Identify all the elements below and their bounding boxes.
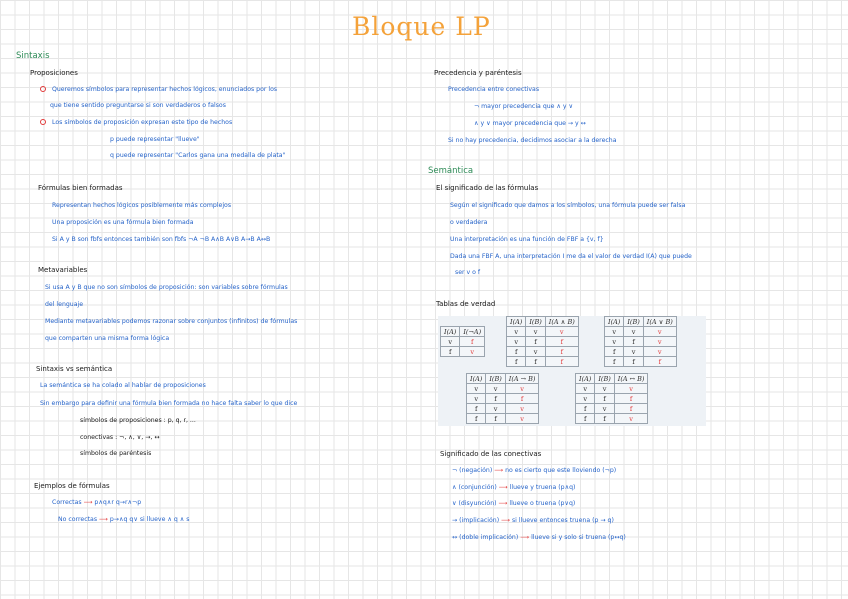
arrow-icon: ⟶: [501, 517, 510, 524]
text-line: La semántica se ha colado al hablar de proposiciones: [40, 382, 206, 389]
connective-line: ¬ (negación) ⟶ no es cierto que este lloviendo (¬p): [452, 467, 617, 474]
section-semantica: Semántica: [428, 166, 474, 176]
text-line: Representan hechos lógicos posiblemente más complejos: [52, 202, 232, 209]
text-line: Sin embargo para definir una fórmula bien formada no hace falta saber lo que dice: [40, 400, 298, 407]
heading-significado-conectivas: Significado de las conectivas: [440, 450, 542, 458]
bullet-icon: [40, 119, 46, 125]
text-line: Si no hay precedencia, decidimos asociar a la derecha: [448, 137, 617, 144]
heading-proposiciones: Proposiciones: [30, 69, 78, 77]
text-line: o verdadera: [450, 219, 488, 226]
bullet-icon: [40, 86, 46, 92]
connective-line: ∧ (conjunción) ⟶ llueve y truena (p∧q): [452, 484, 576, 491]
text-line: Una proposición es una fórmula bien formada: [52, 219, 194, 226]
arrow-icon: ⟶: [99, 516, 108, 523]
text-line: p puede representar "llueve": [110, 136, 200, 143]
text-line: Mediante metavariables podemos razonar sobre conjuntos (infinitos) de fórmulas: [45, 318, 298, 325]
text-line: ¬ mayor precedencia que ∧ y ∨: [474, 103, 574, 110]
example-incorrect: No correctas ⟶ p→∧q q∨ si llueve ∧ q ∧ s: [58, 516, 190, 523]
arrow-icon: ⟶: [494, 467, 504, 474]
example-correct: Correctas ⟶ p∧q∧r q→r∧¬p: [52, 499, 142, 506]
text-line: Precedencia entre conectivas: [448, 86, 540, 93]
bullet-line: Queremos símbolos para representar hechos lógicos, enunciados por los: [40, 86, 277, 93]
truth-table-biconditional: I(A) I(B) I(A ↔ B) v v v v f f f v f f f v: [575, 373, 648, 424]
heading-fbf: Fórmulas bien formadas: [38, 184, 123, 192]
text-line: Dada una FBF A, una interpretación I me da el valor de verdad I(A) que puede: [450, 253, 692, 260]
text-line: ser v o f: [455, 269, 481, 276]
arrow-icon: ⟶: [520, 534, 530, 541]
arrow-icon: ⟶: [498, 500, 508, 507]
text-line: del lenguaje: [45, 301, 84, 308]
connective-line: → (implicación) ⟶ si llueve entonces truena (p → q): [452, 517, 614, 524]
text-line: Si A y B son fbfs entonces también son fbfs ¬A ¬B A∧B A∨B A→B A↔B: [52, 236, 271, 243]
text-line: Según el significado que damos a los símbolos, una fórmula puede ser falsa: [450, 202, 686, 209]
arrow-icon: ⟶: [83, 499, 93, 506]
text-line: q puede representar "Carlos gana una medalla de plata": [110, 152, 286, 159]
heading-metavariables: Metavariables: [38, 266, 88, 274]
text-line: símbolos de proposiciones : p, q, r, ...: [80, 417, 196, 424]
text-line: Una interpretación es una función de FBF a {v, f}: [450, 236, 604, 243]
heading-precedencia: Precedencia y paréntesis: [434, 69, 522, 77]
truth-table-negation: I(A) I(¬A) v f f v: [440, 326, 485, 357]
text-line: que comparten una misma forma lógica: [45, 335, 170, 342]
connective-line: ∨ (disyunción) ⟶ llueve o truena (p∨q): [452, 500, 576, 507]
arrow-icon: ⟶: [498, 484, 508, 491]
text-line: conectivas : ¬, ∧, ∨, →, ↔: [80, 434, 160, 441]
heading-tablas: Tablas de verdad: [436, 300, 496, 308]
bullet-line: Los símbolos de proposición expresan este tipo de hechos: [40, 119, 232, 126]
truth-table-conjunction: I(A) I(B) I(A ∧ B) v v v v f f f v f f f f: [506, 316, 579, 367]
heading-ejemplos: Ejemplos de fórmulas: [34, 482, 110, 490]
text-line: Si usa A y B que no son símbolos de proposición: son variables sobre fórmulas: [45, 284, 288, 291]
heading-sintaxis-vs-semantica: Sintaxis vs semántica: [36, 365, 113, 373]
heading-significado-formulas: El significado de las fórmulas: [436, 184, 539, 192]
truth-table-implication: I(A) I(B) I(A → B) v v v v f f f v v f f v: [466, 373, 539, 424]
text-line: símbolos de paréntesis: [80, 450, 152, 457]
text-line: ∧ y ∨ mayor precedencia que → y ↔: [474, 120, 586, 127]
text-line: que tiene sentido preguntarse si son verdaderos o falsos: [50, 102, 226, 109]
section-sintaxis: Sintaxis: [16, 51, 50, 61]
connective-line: ↔ (doble implicación) ⟶ llueve si y solo si truena (p↔q): [452, 534, 626, 541]
page-title: Bloque LP: [352, 12, 491, 41]
truth-table-disjunction: I(A) I(B) I(A ∨ B) v v v v f v f v v f f f: [604, 316, 677, 367]
